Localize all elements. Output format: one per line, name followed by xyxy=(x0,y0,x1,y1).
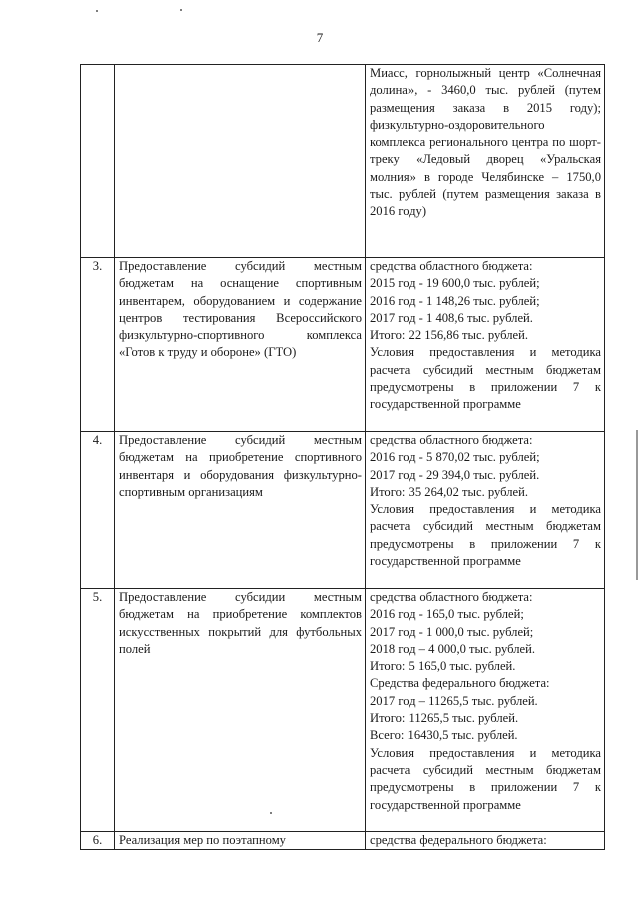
measures-table xyxy=(80,64,605,850)
measure-description xyxy=(115,65,366,258)
financing-line: 2017 год - 1 000,0 тыс. рублей; xyxy=(370,624,534,639)
measure-description-text: Реализация мер по поэтапному xyxy=(119,833,286,847)
measure-description xyxy=(115,832,366,850)
financing-line: 2017 год – 11265,5 тыс. рублей. xyxy=(370,693,538,708)
financing-line: Всего: 16430,5 тыс. рублей. xyxy=(370,728,518,743)
financing-line: 2018 год – 4 000,0 тыс. рублей. xyxy=(370,641,536,656)
financing-line: Средства федерального бюджета: xyxy=(370,676,550,691)
table-row xyxy=(81,832,605,850)
financing-line: средства областного бюджета: xyxy=(370,433,533,447)
measure-description: Предоставление субсидий местным бюджетам на оснащение спортивным инвентарем, оборудованием и содержание центров тестирования Всероссийского физкультурно-спортивного комплекса «Готов к труду и обороне» (ГТО) xyxy=(115,258,366,432)
financing-paragraph: Миасс, горнолыжный центр «Солнечная долина», - 3460,0 тыс. рублей (путем размещения заказа в 2015 году); физкультурно-оздоровительного комплекса регионального центра по шорт-треку «Ледовый дворец «Уральская молния» в городе Челябинске – 1750,0 тыс. рублей (путем размещения заказа в 2016 году) xyxy=(370,66,601,219)
financing-line: средства федерального бюджета: xyxy=(370,833,547,847)
row-number-text: 6. xyxy=(92,833,103,847)
measure-description: Предоставление субсидии местным бюджетам на приобретение комплектов искусственных покрытий для футбольных полей xyxy=(115,589,366,832)
scan-speck xyxy=(180,9,182,11)
financing-line: 2016 год - 5 870,02 тыс. рублей; xyxy=(370,450,540,465)
financing-conditions: Условия предоставления и методика расчета субсидий местным бюджетам предусмотрены в приложении 7 к государственной программе xyxy=(370,345,601,412)
financing-conditions: Условия предоставления и методика расчета субсидий местным бюджетам предусмотрены в приложении 7 к государственной программе xyxy=(370,745,601,812)
financing-line: 2017 год - 1 408,6 тыс. рублей. xyxy=(370,310,533,325)
financing-conditions: Условия предоставления и методика расчета субсидий местным бюджетам предусмотрены в приложении 7 к государственной программе xyxy=(370,502,601,569)
financing-line: 2016 год - 165,0 тыс. рублей; xyxy=(370,607,524,622)
financing-cell xyxy=(366,65,605,258)
table-row xyxy=(81,432,605,589)
financing-cell xyxy=(366,432,605,589)
financing-line: Итого: 11265,5 тыс. рублей. xyxy=(370,711,519,726)
row-number xyxy=(81,65,115,258)
scan-speck xyxy=(96,10,98,12)
row-number: 3. xyxy=(81,258,115,432)
table-row xyxy=(81,589,605,832)
scan-edge-mark xyxy=(636,430,638,580)
financing-line: 2015 год - 19 600,0 тыс. рублей; xyxy=(370,276,540,291)
row-number: 5. xyxy=(81,589,115,832)
financing-cell xyxy=(366,832,605,850)
measure-description: Предоставление субсидий местным бюджетам на приобретение спортивного инвентаря и оборудования физкультурно-спортивным организациям xyxy=(115,432,366,589)
financing-line: 2016 год - 1 148,26 тыс. рублей; xyxy=(370,293,540,308)
row-number xyxy=(81,832,115,850)
financing-line: средства областного бюджета: xyxy=(370,590,533,604)
table-row xyxy=(81,65,605,258)
table-row xyxy=(81,258,605,432)
financing-line: Итого: 22 156,86 тыс. рублей. xyxy=(370,328,529,343)
financing-cell xyxy=(366,258,605,432)
page-number: 7 xyxy=(316,30,324,45)
financing-line: 2017 год - 29 394,0 тыс. рублей. xyxy=(370,467,540,482)
financing-line: Итого: 5 165,0 тыс. рублей. xyxy=(370,659,516,674)
financing-cell xyxy=(366,589,605,832)
financing-line: Итого: 35 264,02 тыс. рублей. xyxy=(370,484,529,499)
row-number: 4. xyxy=(81,432,115,589)
financing-line: средства областного бюджета: xyxy=(370,259,533,273)
